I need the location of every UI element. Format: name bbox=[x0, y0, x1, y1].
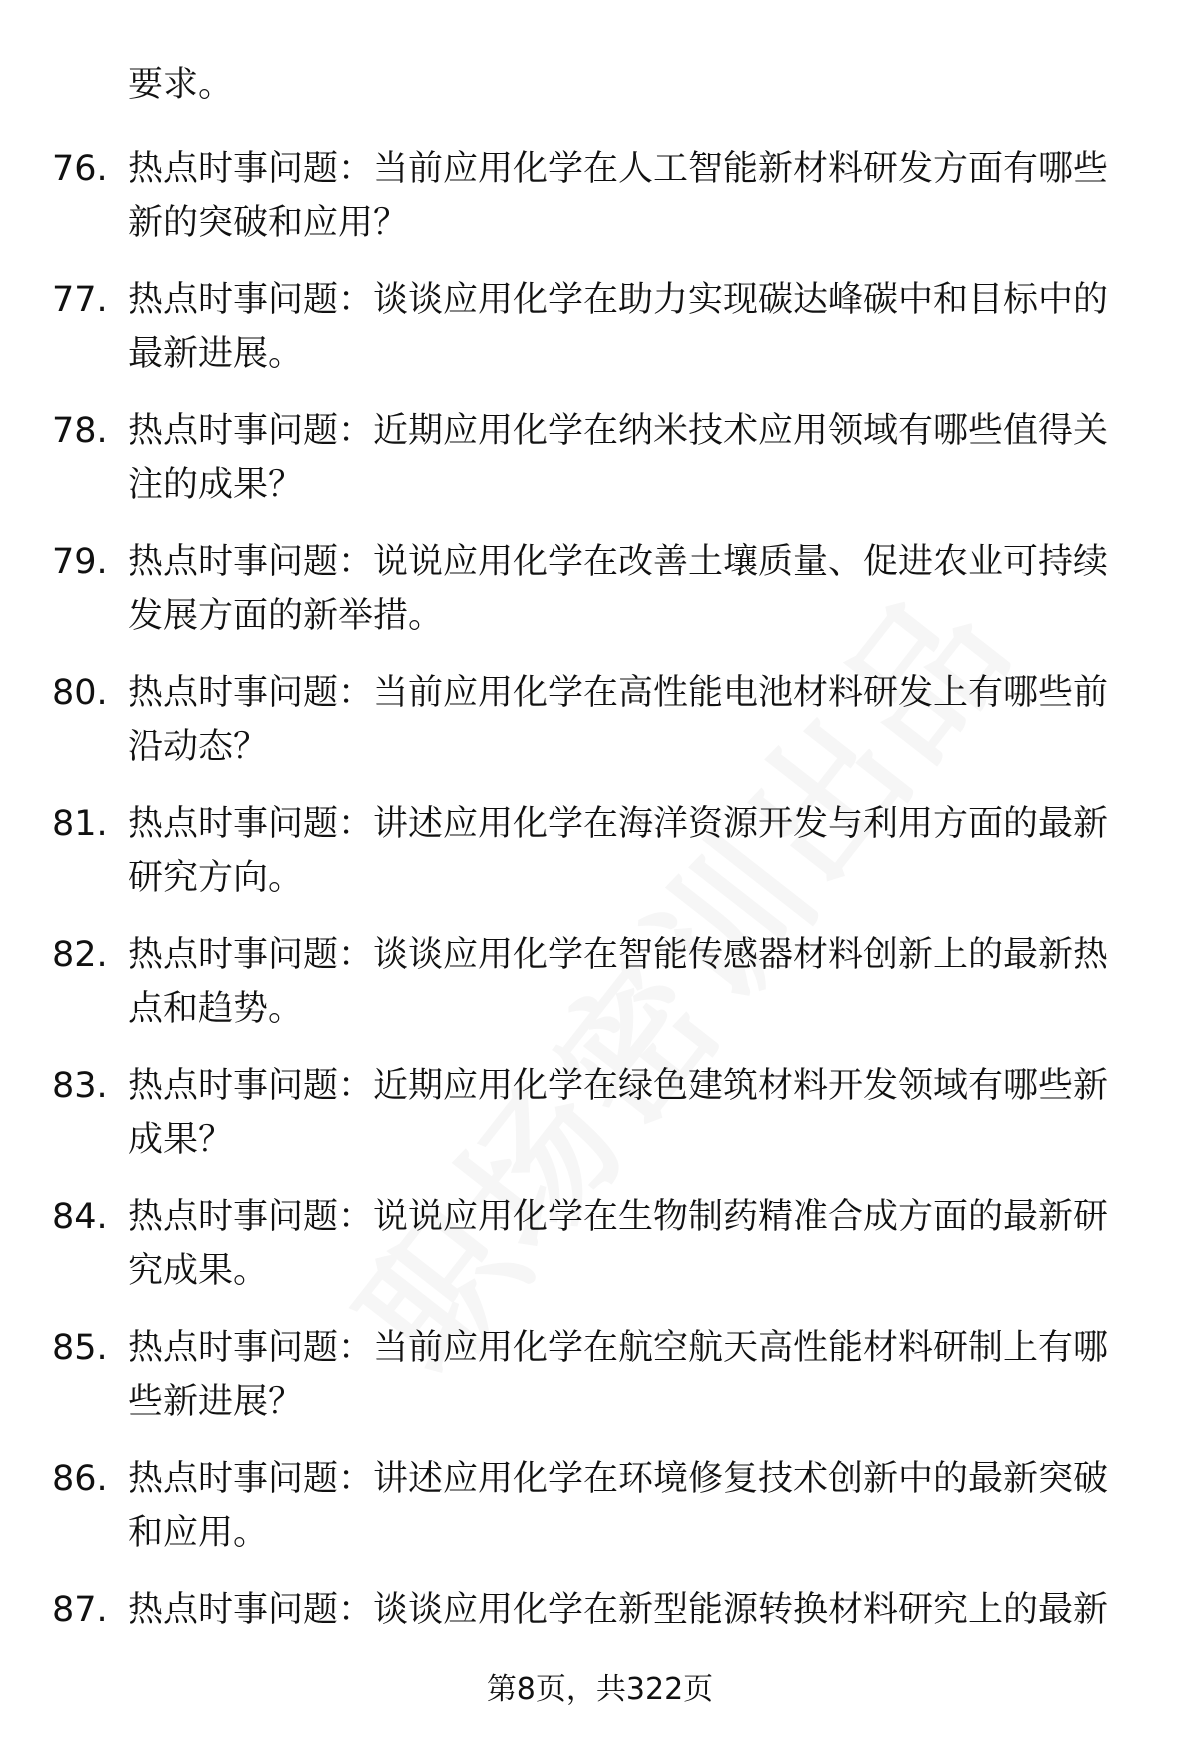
question-text: 热点时事问题：当前应用化学在人工智能新材料研发方面有哪些新的突破和应用？ bbox=[128, 149, 1109, 243]
question-text: 热点时事问题：当前应用化学在航空航天高性能材料研制上有哪些新进展？ bbox=[128, 1328, 1109, 1422]
question-number: 82. bbox=[52, 935, 108, 975]
question-number: 79. bbox=[52, 542, 108, 582]
question-item bbox=[0, 1190, 1200, 1321]
question-number: 78. bbox=[52, 411, 108, 451]
question-number: 76. bbox=[52, 149, 108, 189]
question-item bbox=[0, 535, 1200, 666]
question-text: 热点时事问题：当前应用化学在高性能电池材料研发上有哪些前沿动态？ bbox=[128, 673, 1109, 767]
question-number: 77. bbox=[52, 280, 108, 320]
question-number: 86. bbox=[52, 1459, 108, 1499]
question-text: 热点时事问题：近期应用化学在纳米技术应用领域有哪些值得关注的成果？ bbox=[128, 411, 1109, 505]
question-item bbox=[0, 1059, 1200, 1190]
question-item bbox=[0, 1452, 1200, 1583]
question-number: 87. bbox=[52, 1590, 108, 1630]
page-footer: 第8页，共322页 bbox=[486, 1672, 714, 1707]
question-text: 热点时事问题：近期应用化学在绿色建筑材料开发领域有哪些新成果？ bbox=[128, 1066, 1109, 1160]
question-item bbox=[0, 928, 1200, 1059]
question-text: 热点时事问题：说说应用化学在改善土壤质量、促进农业可持续发展方面的新举措。 bbox=[128, 542, 1109, 636]
question-item bbox=[0, 142, 1200, 273]
question-text: 热点时事问题：谈谈应用化学在助力实现碳达峰碳中和目标中的最新进展。 bbox=[128, 280, 1109, 374]
question-text: 热点时事问题：讲述应用化学在海洋资源开发与利用方面的最新研究方向。 bbox=[128, 804, 1109, 898]
question-text: 热点时事问题：讲述应用化学在环境修复技术创新中的最新突破和应用。 bbox=[128, 1459, 1109, 1553]
question-item bbox=[0, 404, 1200, 535]
question-number: 81. bbox=[52, 804, 108, 844]
question-number: 84. bbox=[52, 1197, 108, 1237]
question-item bbox=[0, 273, 1200, 404]
question-number: 80. bbox=[52, 673, 108, 713]
question-item bbox=[0, 797, 1200, 928]
question-text: 热点时事问题：说说应用化学在生物制药精准合成方面的最新研究成果。 bbox=[128, 1197, 1109, 1291]
question-item bbox=[0, 1321, 1200, 1452]
question-number: 83. bbox=[52, 1066, 108, 1106]
question-list bbox=[0, 142, 1200, 1714]
continuation-text: 要求。 bbox=[128, 65, 234, 105]
question-item bbox=[0, 666, 1200, 797]
question-number: 85. bbox=[52, 1328, 108, 1368]
question-text: 热点时事问题：谈谈应用化学在新型能源转换材料研究上的最新 bbox=[128, 1590, 1109, 1630]
question-text: 热点时事问题：谈谈应用化学在智能传感器材料创新上的最新热点和趋势。 bbox=[128, 935, 1109, 1029]
